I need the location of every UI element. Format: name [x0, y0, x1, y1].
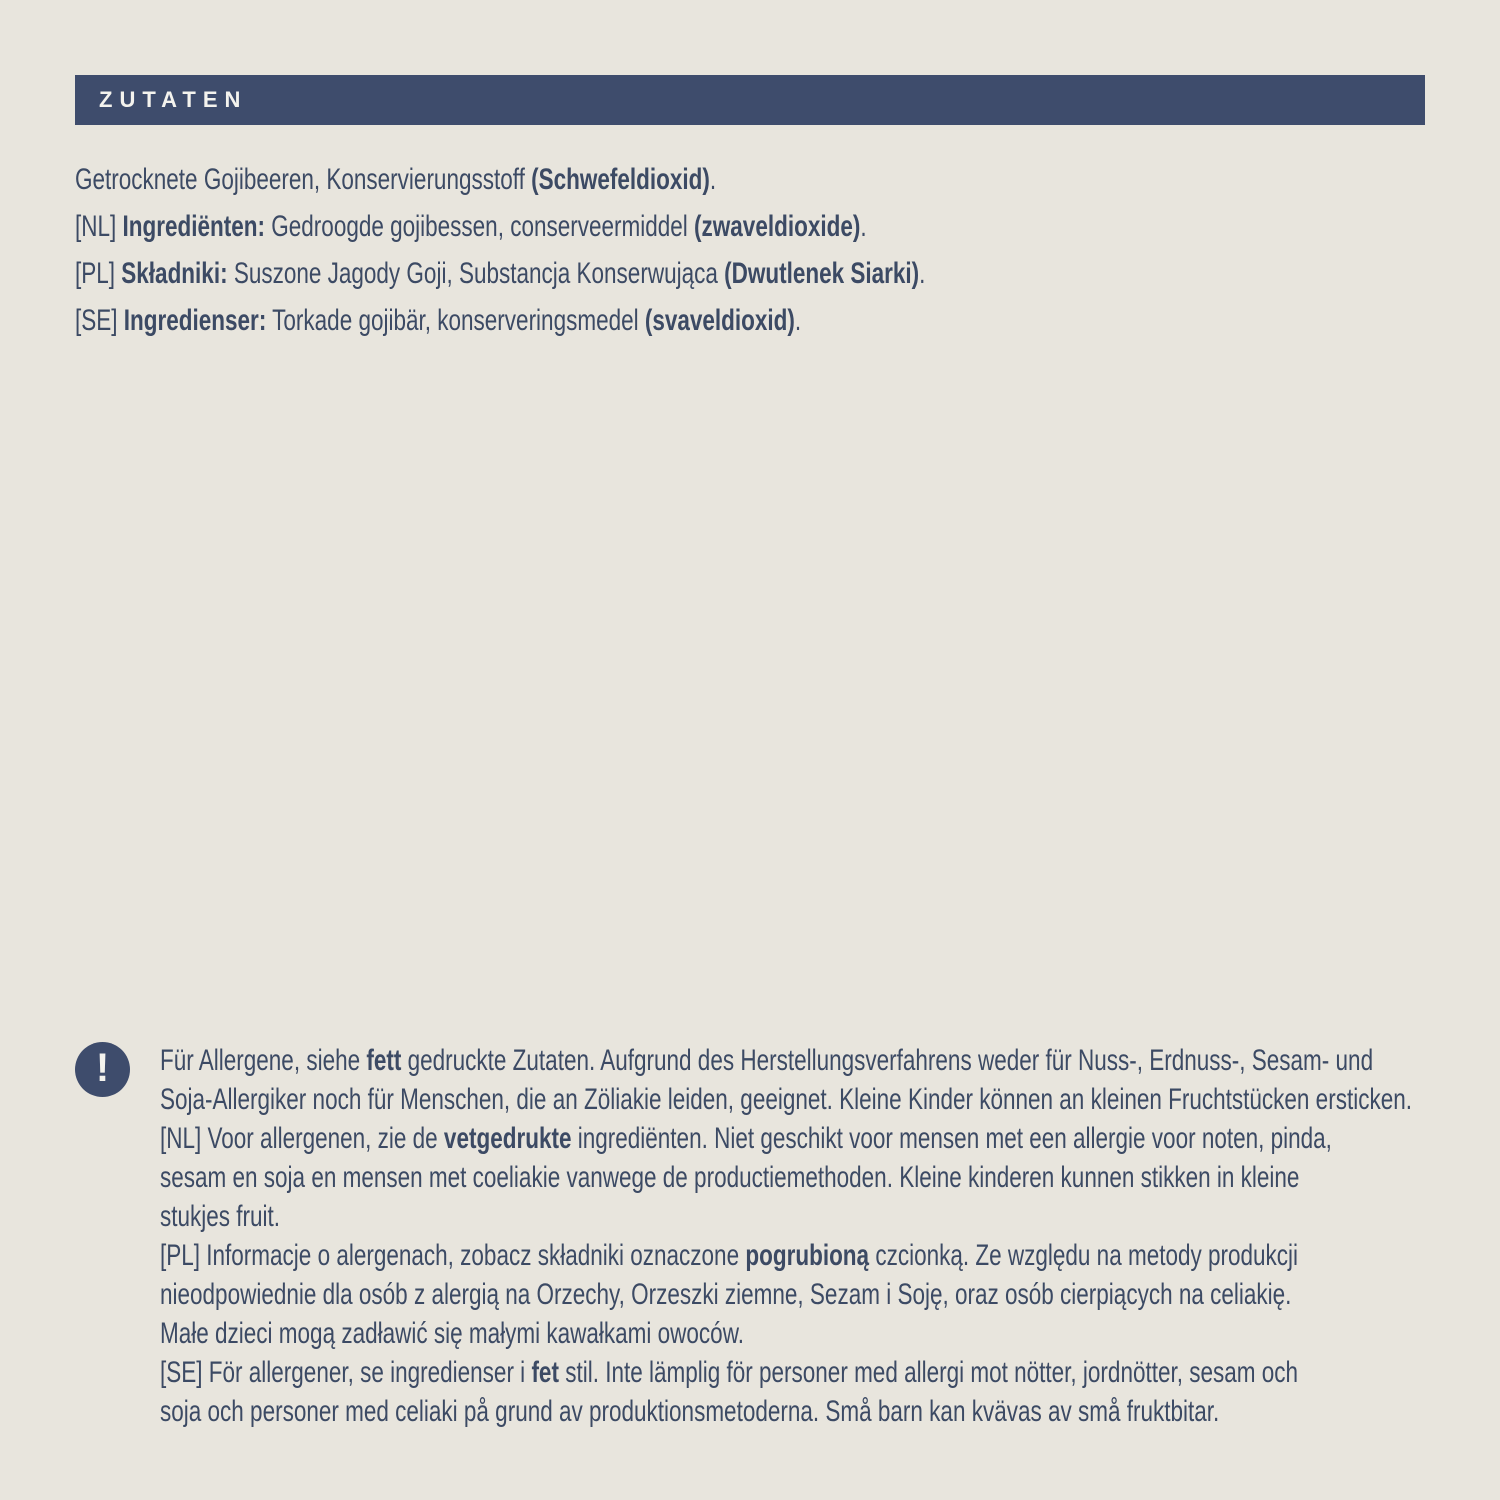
- text-line: [160, 1080, 1420, 1119]
- text-line: [160, 1392, 1420, 1431]
- text-line: [160, 1119, 1420, 1158]
- text-segment: sesam en soja en mensen met coeliakie vanwege de productiemethoden. Kleine kinderen kunnen stikken in kleine: [160, 1161, 1300, 1194]
- text-line: [75, 297, 1425, 344]
- text-line: [75, 250, 1425, 297]
- text-line: [160, 1197, 1420, 1236]
- text-segment: Soja-Allergiker noch für Menschen, die an Zöliakie leiden, geeignet. Kleine Kinder können an kleinen Fruchtstücken ersticken.: [160, 1083, 1412, 1116]
- text-segment: .: [709, 163, 717, 196]
- ingredients-text-block: [75, 156, 1425, 344]
- text-segment: Suszone Jagody Goji, Substancja Konserwująca: [227, 257, 725, 290]
- text-segment: [NL] Voor allergenen, zie de: [160, 1122, 444, 1155]
- text-line: [160, 1236, 1420, 1275]
- text-line: [160, 1041, 1420, 1080]
- text-line: [75, 203, 1425, 250]
- text-segment: nieodpowiednie dla osób z alergią na Orzechy, Orzeszki ziemne, Sezam i Soję, oraz osób cierpiących na celiakię.: [160, 1278, 1292, 1311]
- text-line: [160, 1314, 1420, 1353]
- text-line: [75, 156, 1425, 203]
- bold-text-segment: (svaveldioxid): [644, 304, 795, 337]
- bold-text-segment: (zwaveldioxide): [694, 210, 861, 243]
- bold-text-segment: (Dwutlenek Siarki): [724, 257, 920, 290]
- text-segment: Małe dzieci mogą zadławić się małymi kawałkami owoców.: [160, 1317, 744, 1350]
- text-segment: [SE]: [75, 304, 124, 337]
- bold-text-segment: Składniki:: [121, 257, 228, 290]
- text-segment: Für Allergene, siehe: [160, 1044, 367, 1077]
- text-line: [160, 1353, 1420, 1392]
- text-segment: .: [860, 210, 867, 243]
- bold-text-segment: pogrubioną: [745, 1239, 870, 1272]
- bold-text-segment: Ingredienser:: [123, 304, 267, 337]
- text-segment: soja och personer med celiaki på grund av produktionsmetoderna. Små barn kan kvävas av små fruktbitar.: [160, 1395, 1220, 1428]
- text-segment: .: [794, 304, 802, 337]
- zutaten-header-bar: [75, 75, 1425, 125]
- section-title: ZUTATEN: [99, 87, 248, 112]
- text-line: [160, 1158, 1420, 1197]
- text-segment: Gedroogde gojibessen, conserveermiddel: [265, 210, 695, 243]
- text-line: [160, 1275, 1420, 1314]
- text-segment: [PL]: [75, 257, 122, 290]
- text-segment: stukjes fruit.: [160, 1200, 281, 1233]
- text-segment: Torkade gojibär, konserveringsmedel: [266, 304, 645, 337]
- bold-text-segment: vetgedrukte: [443, 1122, 572, 1155]
- bold-text-segment: fett: [366, 1044, 402, 1077]
- text-segment: [NL]: [75, 210, 123, 243]
- alert-exclamation-icon: [75, 1042, 130, 1097]
- text-segment: gedruckte Zutaten. Aufgrund des Herstellungsverfahrens weder für Nuss-, Erdnuss-, Sesam- und: [401, 1044, 1374, 1077]
- text-segment: .: [919, 257, 926, 290]
- bold-text-segment: (Schwefeldioxid): [531, 163, 710, 196]
- text-segment: stil. Inte lämplig för personer med allergi mot nötter, jordnötter, sesam och: [558, 1356, 1299, 1389]
- text-segment: ingrediënten. Niet geschikt voor mensen met een allergie voor noten, pinda,: [571, 1122, 1332, 1155]
- exclamation-glyph: !: [95, 1046, 110, 1090]
- bold-text-segment: fet: [531, 1356, 559, 1389]
- bold-text-segment: Ingrediënten:: [122, 210, 266, 243]
- text-segment: czcionką. Ze względu na metody produkcji: [869, 1239, 1299, 1272]
- text-segment: [PL] Informacje o alergenach, zobacz składniki oznaczone: [160, 1239, 746, 1272]
- text-segment: [SE] För allergener, se ingredienser i: [160, 1356, 532, 1389]
- allergen-notice-text-block: [160, 1041, 1420, 1431]
- text-segment: Getrocknete Gojibeeren, Konservierungsstoff: [75, 163, 532, 196]
